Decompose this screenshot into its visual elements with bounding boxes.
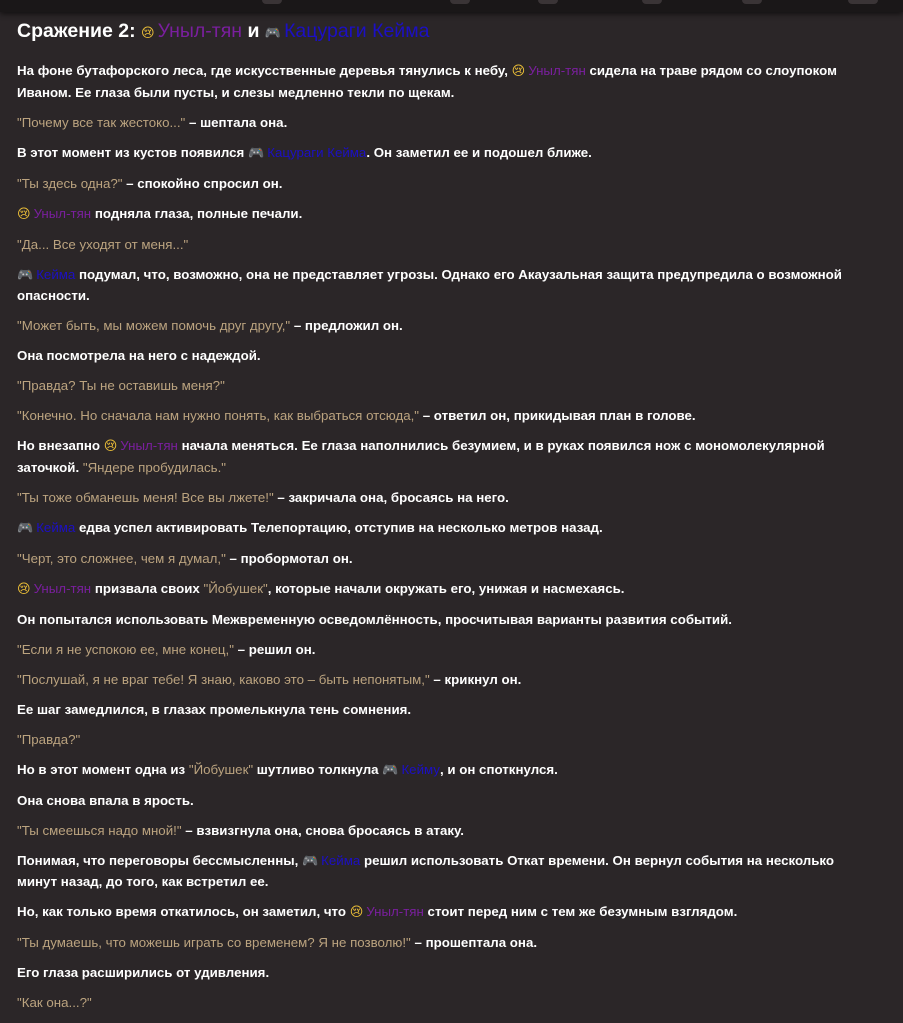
story-paragraph [17, 549, 877, 570]
story-paragraph [17, 265, 877, 307]
narration-text: шутливо толкнула [253, 761, 383, 777]
dialogue-quote: "Конечно. Но сначала нам нужно понять, как выбраться отсюда," [17, 408, 420, 423]
title-and: и [247, 20, 260, 42]
story-paragraph [17, 963, 877, 984]
narration-text: Его глаза расширились от удивления. [17, 965, 270, 980]
sad-face-icon: 😢 [17, 206, 31, 222]
story-body [17, 61, 877, 1014]
narration-text: – взвизгнула она, снова бросаясь в атаку. [181, 822, 464, 838]
dialogue-quote: "Если я не успокою ее, мне конец," [17, 641, 234, 657]
story-paragraph [17, 933, 877, 954]
title-prefix: Сражение 2: [17, 20, 136, 42]
story-paragraph [17, 821, 877, 842]
narration-text: едва успел активировать Телепортацию, отступив на несколько метров назад. [75, 519, 603, 535]
character-name-keima: Кацураги Кейма [267, 144, 367, 160]
narration-text: Она снова впала в ярость. [17, 792, 194, 808]
dialogue-quote: "Яндере пробудилась." [82, 459, 226, 475]
dialogue-quote: "Почему все так жестоко..." [17, 114, 186, 130]
story-paragraph [17, 640, 877, 661]
dialogue-quote: "Ты тоже обманешь меня! Все вы лжете!" [17, 489, 274, 505]
narration-text: Он попытался использовать Межвременную осведомлённость, просчитывая варианты развития событий. [17, 611, 732, 627]
story-paragraph [17, 113, 877, 134]
narration-text: В этот момент из кустов появился [17, 144, 249, 160]
narration-text: – шептала она. [185, 114, 288, 130]
story-paragraph [17, 436, 877, 478]
dialogue-quote: "Может быть, мы можем помочь друг другу," [17, 318, 291, 333]
story-paragraph [17, 902, 877, 924]
story-paragraph [17, 993, 877, 1014]
gamepad-icon: 🎮 [17, 520, 34, 536]
narration-text: – прошептала она. [410, 935, 538, 950]
narration-text: – решил он. [233, 641, 316, 657]
dialogue-quote: "Ты смеешься надо мной!" [17, 822, 182, 838]
story-paragraph [17, 488, 877, 509]
dialogue-quote: "Ты думаешь, что можешь играть со временем? Я не позволю!" [17, 935, 411, 950]
narration-text: Понимая, что переговоры бессмысленны, [17, 852, 302, 868]
narration-text: Но в этот момент одна из [17, 761, 189, 777]
character-name-unyl: Уныл-тян [528, 63, 586, 78]
battle-title [17, 18, 877, 47]
story-paragraph [17, 316, 877, 337]
sad-face-icon: 😢 [17, 581, 31, 597]
dialogue-quote: "Правда? Ты не оставишь меня?" [17, 378, 225, 393]
toolbar-icon[interactable] [538, 0, 558, 4]
narration-text: Но внезапно [17, 438, 104, 453]
story-paragraph [17, 376, 877, 397]
toolbar-icon[interactable] [848, 0, 878, 4]
narration-text: – пробормотал он. [225, 550, 353, 566]
narration-text: Ее шаг замедлился, в глазах промелькнула тень сомнения. [17, 701, 412, 717]
narration-text: – спокойно спросил он. [122, 175, 283, 191]
dialogue-quote: "Ты здесь одна?" [17, 175, 123, 191]
character-name-unyl: Уныл-тян [33, 205, 92, 221]
narration-text: . Он заметил ее и подошел ближе. [366, 144, 592, 160]
narration-text: – крикнул он. [429, 671, 522, 687]
sad-face-icon: 😢 [511, 64, 526, 79]
story-paragraph [17, 610, 877, 631]
story-paragraph [17, 406, 877, 427]
character-name-unyl: Уныл-тян [366, 904, 424, 919]
dialogue-quote: "Послушай, я не враг тебе! Я знаю, каково это – быть непонятым," [17, 671, 430, 687]
story-paragraph [17, 346, 877, 367]
story-paragraph [17, 579, 877, 601]
dialogue-quote: "Правда?" [17, 731, 81, 747]
dialogue-quote: "Да... Все уходят от меня..." [17, 236, 189, 252]
narration-text: На фоне бутафорского леса, где искусственные деревья тянулись к небу, [17, 63, 512, 78]
sad-face-icon: 😢 [141, 26, 155, 41]
narration-text: Она посмотрела на него с надеждой. [17, 348, 261, 363]
story-paragraph [17, 730, 877, 751]
toolbar-icon[interactable] [742, 0, 762, 4]
narration-text: подумал, что, возможно, она не представляет угрозы. Однако его Акаузальная защита предупредила о возможной опасности. [17, 266, 842, 303]
story-paragraph [17, 518, 877, 540]
dialogue-quote: "Йобушек" [188, 761, 254, 777]
character-name-keima: Кейма [321, 852, 361, 868]
gamepad-icon: 🎮 [382, 762, 399, 778]
dialogue-quote: "Йобушек" [203, 580, 268, 596]
narration-text: , и он споткнулся. [439, 761, 558, 777]
narration-text: – закричала она, бросаясь на него. [273, 489, 509, 505]
story-container [17, 18, 877, 1023]
narration-text: сидела на траве рядом со слоупоком Иваном. Ее глаза были пусты, и слезы медленно текли по щекам. [17, 63, 837, 100]
character-name-unyl: Уныл-тян [120, 438, 178, 453]
sad-face-icon: 😢 [103, 439, 118, 454]
narration-text: призвала своих [91, 580, 204, 596]
narration-text: , которые начали окружать его, унижая и насмехаясь. [267, 580, 625, 596]
dialogue-quote: "Черт, это сложнее, чем я думал," [17, 550, 226, 566]
story-paragraph [17, 851, 877, 893]
top-toolbar [0, 0, 903, 12]
gamepad-icon: 🎮 [17, 267, 34, 283]
character-name-keima: Кейма [36, 519, 76, 535]
character-name-keima: Кейму [401, 761, 440, 777]
dialogue-quote: "Как она...?" [17, 995, 92, 1010]
narration-text: подняла глаза, полные печали. [91, 205, 303, 221]
narration-text: – ответил он, прикидывая план в голове. [419, 408, 696, 423]
toolbar-icon[interactable] [450, 0, 470, 4]
story-paragraph [17, 760, 877, 782]
character-name-keima: Кацураги Кейма [284, 20, 430, 42]
character-name-unyl: Уныл-тян [157, 20, 243, 42]
story-paragraph [17, 143, 877, 165]
narration-text: начала меняться. Ее глаза наполнились безумием, и в руках появился нож с мономолекулярной заточкой. [17, 438, 825, 475]
toolbar-icon[interactable] [262, 0, 282, 4]
gamepad-icon: 🎮 [264, 26, 282, 41]
story-paragraph [17, 61, 877, 103]
story-paragraph [17, 700, 877, 721]
story-paragraph [17, 174, 877, 195]
narration-text: – предложил он. [290, 318, 403, 333]
gamepad-icon: 🎮 [248, 145, 265, 161]
sad-face-icon: 😢 [349, 905, 364, 920]
narration-text: Но, как только время откатилось, он заметил, что [17, 904, 350, 919]
story-paragraph [17, 791, 877, 812]
narration-text: решил использовать Откат времени. Он вернул события на несколько минут назад, до того, как встретил ее. [17, 852, 834, 889]
gamepad-icon: 🎮 [301, 853, 319, 869]
narration-text: стоит перед ним с тем же безумным взглядом. [423, 904, 738, 919]
toolbar-icon[interactable] [642, 0, 662, 4]
story-paragraph [17, 670, 877, 691]
character-name-keima: Кейма [36, 266, 76, 282]
character-name-unyl: Уныл-тян [33, 580, 92, 596]
story-paragraph [17, 204, 877, 226]
story-paragraph [17, 235, 877, 256]
